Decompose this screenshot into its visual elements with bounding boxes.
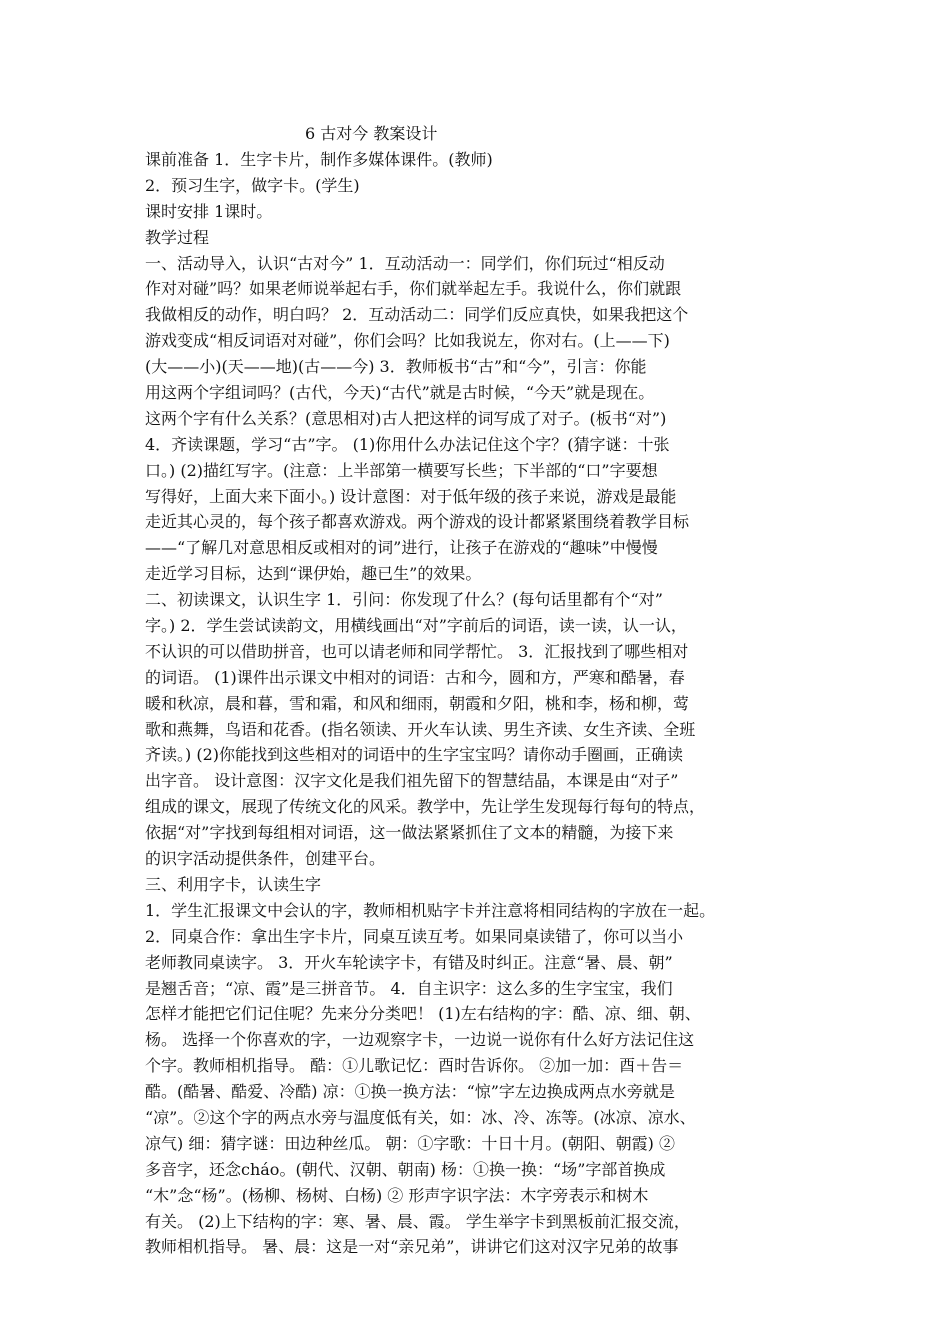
- body-text-line: 一、活动导入，认识“古对今” 1．互动活动一：同学们，你们玩过“相反动: [145, 253, 665, 273]
- body-text-line: 杨。 选择一个你喜欢的字，一边观察字卡，一边说一说你有什么好方法记住这: [145, 1030, 695, 1050]
- body-text-line: “凉”。②这个字的两点水旁与温度低有关，如：冰、冷、冻等。(冰凉、凉水、: [145, 1107, 696, 1127]
- body-text-line: 三、利用字卡，认读生字: [145, 874, 322, 894]
- body-text-line: 怎样才能把它们记住呢？先来分分类吧！ (1)左右结构的字：酷、凉、细、朝、: [145, 1004, 701, 1024]
- body-text-line: 走近其心灵的，每个孩子都喜欢游戏。两个游戏的设计都紧紧围绕着教学目标: [145, 512, 690, 532]
- body-text-line: 老师教同桌读字。 3．开火车轮读字卡，有错及时纠正。注意“暑、晨、朝”: [145, 952, 673, 972]
- body-text-line: 口。) (2)描红写字。(注意：上半部第一横要写长些；下半部的“口”字要想: [145, 460, 658, 480]
- body-text-line: 不认识的可以借助拼音，也可以请老师和同学帮忙。 3．汇报找到了哪些相对: [145, 641, 689, 661]
- body-text-line: 组成的课文，展现了传统文化的风采。教学中，先让学生发现每行每句的特点，: [145, 797, 706, 817]
- document-body: [145, 147, 825, 1260]
- body-text-line: (大——小)(天——地)(古——今) 3．教师板书“古”和“今”，引言：你能: [145, 357, 647, 377]
- body-text-line: “木”念“杨”。(杨柳、杨树、白杨) ② 形声字识字法：木字旁表示和树木: [145, 1185, 649, 1205]
- body-text-line: 多音字，还念cháo。(朝代、汉朝、朝南) 杨：①换一换：“场”字部首换成: [145, 1159, 666, 1179]
- body-text-line: 字。) 2．学生尝试读韵文，用横线画出“对”字前后的词语，读一读，认一认，: [145, 616, 687, 636]
- body-text-line: 的识字活动提供条件，创建平台。: [145, 849, 386, 869]
- body-text-line: 歌和燕舞，鸟语和花香。(指名领读、开火车认读、男生齐读、女生齐读、全班: [145, 719, 696, 739]
- body-text-line: 二、初读课文，认识生字 1．引问：你发现了什么？(每句话里都有个“对”: [145, 590, 663, 610]
- body-text-line: 游戏变成“相反词语对对碰”，你们会吗？比如我说左，你对右。(上——下): [145, 331, 670, 351]
- body-text-line: 教师相机指导。 暑、晨：这是一对“亲兄弟”，讲讲它们这对汉字兄弟的故事: [145, 1237, 679, 1257]
- document-page: [145, 121, 825, 1260]
- body-text-line: ——“了解几对意思相反或相对的词”进行，让孩子在游戏的“趣味”中慢慢: [145, 538, 658, 558]
- body-text-line: 课时安排 1课时。: [145, 201, 273, 221]
- body-text-line: 我做相反的动作，明白吗？ 2．互动活动二：同学们反应真快，如果我把这个: [145, 305, 689, 325]
- body-text-line: 4．齐读课题，学习“古”字。 (1)你用什么办法记住这个字？(猜字谜：十张: [145, 434, 670, 454]
- body-text-line: 酷。(酷暑、酷爱、冷酷) 凉：①换一换方法：“惊”字左边换成两点水旁就是: [145, 1082, 675, 1102]
- body-text-line: 依据“对”字找到每组相对词语，这一做法紧紧抓住了文本的精髓，为接下来: [145, 823, 674, 843]
- body-text-line: 齐读。) (2)你能找到这些相对的词语中的生字宝宝吗？请你动手圈画，正确读: [145, 745, 683, 765]
- body-text-line: 暖和秋凉，晨和暮，雪和霜，和风和细雨，朝霞和夕阳，桃和李，杨和柳，莺: [145, 693, 690, 713]
- body-text-line: 凉气) 细：猜字谜：田边种丝瓜。 朝：①字歌：十日十月。(朝阳、朝霞) ②: [145, 1133, 675, 1153]
- document-title: 6 古对今 教案设计: [305, 124, 438, 143]
- body-text-line: 是翘舌音；“凉、霞”是三拼音节。 4．自主识字：这么多的生字宝宝，我们: [145, 978, 673, 998]
- body-text-line: 有关。 (2)上下结构的字：寒、暑、晨、霞。 学生举字卡到黑板前汇报交流，: [145, 1211, 690, 1231]
- body-text-line: 教学过程: [145, 227, 210, 247]
- body-text-line: 这两个字有什么关系？(意思相对)古人把这样的词写成了对子。(板书“对”): [145, 408, 667, 428]
- body-text-line: 2．预习生字，做字卡。(学生): [145, 175, 360, 195]
- body-text-line: 用这两个字组词吗？(古代，今天)“古代”就是古时候，“今天”就是现在。: [145, 383, 655, 403]
- body-text-line: 2．同桌合作：拿出生字卡片，同桌互读互考。如果同桌读错了，你可以当小: [145, 926, 684, 946]
- body-text-line: 个字。教师相机指导。 酷：①儿歌记忆：酉时告诉你。 ②加一加：酉＋告＝: [145, 1056, 684, 1076]
- body-text-line: 作对对碰”吗？如果老师说举起右手，你们就举起左手。我说什么，你们就跟: [145, 279, 682, 299]
- body-text-line: 写得好，上面大来下面小。) 设计意图：对于低年级的孩子来说，游戏是最能: [145, 486, 677, 506]
- body-text-line: 出字音。 设计意图：汉字文化是我们祖先留下的智慧结晶，本课是由“对子”: [145, 771, 679, 791]
- body-text-line: 1．学生汇报课文中会认的字，教师相机贴字卡并注意将相同结构的字放在一起。: [145, 900, 716, 920]
- body-text-line: 的词语。 (1)课件出示课文中相对的词语：古和今，圆和方，严寒和酷暑，春: [145, 667, 685, 687]
- body-text-line: 课前准备 1．生字卡片，制作多媒体课件。(教师): [145, 150, 493, 169]
- body-text-line: 走近学习目标，达到“课伊始，趣已生”的效果。: [145, 564, 482, 584]
